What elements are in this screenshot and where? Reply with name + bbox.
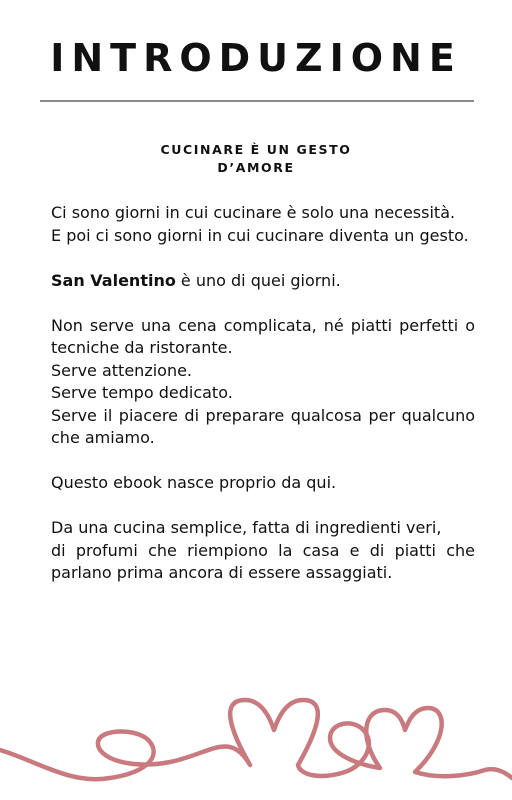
- paragraph-1-line-2: E poi ci sono giorni in cui cucinare diventa un gesto.: [51, 225, 469, 245]
- paragraph-3-line-3: Serve tempo dedicato.: [51, 383, 233, 402]
- subtitle-line-2: D’AMORE: [217, 160, 295, 175]
- paragraph-2: [51, 270, 475, 293]
- paragraph-3-line-1: Non serve una cena complicata, né piatti perfetti o tecniche da ristorante.: [51, 315, 475, 357]
- intro-body: [51, 202, 475, 585]
- paragraph-5-line-1: Da una cucina semplice, fatta di ingredienti veri,: [51, 518, 442, 537]
- paragraph-4: Questo ebook nasce proprio da qui.: [51, 473, 337, 492]
- paragraph-3-line-4: Serve il piacere di preparare qualcosa per qualcuno che amiamo.: [51, 405, 475, 447]
- section-subtitle: [0, 141, 512, 177]
- paragraph-3-line-2: Serve attenzione.: [51, 360, 193, 380]
- subtitle-line-1: CUCINARE È UN GESTO: [160, 142, 352, 157]
- title-divider: [40, 100, 474, 102]
- hearts-ribbon-icon: [0, 660, 512, 800]
- paragraph-5-line-2: di profumi che riempiono la casa e di piatti che parlano prima ancora di essere assaggiati.: [51, 540, 475, 582]
- page-title: INTRODUZIONE: [50, 36, 462, 80]
- hearts-ribbon-stroke: [0, 700, 512, 779]
- san-valentino-bold: San Valentino: [51, 270, 176, 290]
- paragraph-2-rest: è uno di quei giorni.: [175, 270, 341, 290]
- paragraph-1-line-1: Ci sono giorni in cui cucinare è solo una necessità.: [51, 203, 456, 222]
